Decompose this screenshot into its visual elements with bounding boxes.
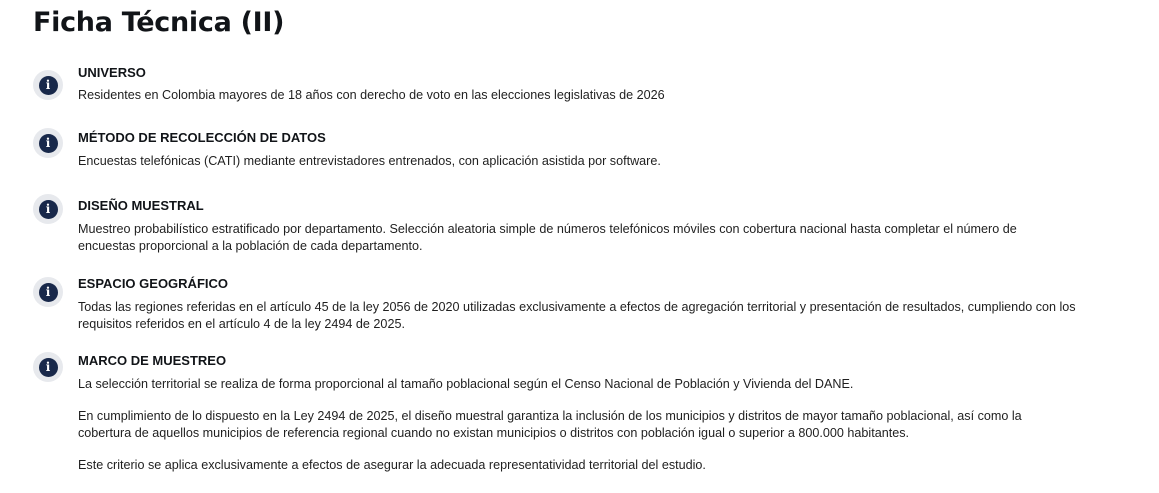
section-text: La selección territorial se realiza de forma proporcional al tamaño poblacional según el Censo Nacional de Población y Vivienda del DANE. [78,377,854,391]
info-icon [33,194,63,224]
info-icon [33,277,63,307]
info-icon-glyph: i [39,200,58,219]
section-title: ESPACIO GEOGRÁFICO [78,276,228,291]
section-text: Todas las regiones referidas en el artículo 45 de la ley 2056 de 2020 utilizadas exclusivamente a efectos de agregación territorial y presentación de resultados, cumpliendo con los requisitos referidos en el artículo 4 de la ley 2494 de 2025. [78,300,1076,331]
section-text: En cumplimiento de lo dispuesto en la Ley 2494 de 2025, el diseño muestral garantiza la inclusión de los municipios y distritos de mayor tamaño poblacional, así como la cobertura de aquellos municipios de referencia regional cuando no existan municipios o distritos con población igual o superior a 800.000 habitantes. [78,409,1022,440]
info-icon [33,70,63,100]
section-text: Este criterio se aplica exclusivamente a efectos de asegurar la adecuada representatividad territorial del estudio. [78,458,706,472]
page-title: Ficha Técnica (II) [33,7,285,38]
section-title: MÉTODO DE RECOLECCIÓN DE DATOS [78,130,326,145]
section-text: Muestreo probabilístico estratificado por departamento. Selección aleatoria simple de números telefónicos móviles con cobertura nacional hasta completar el número de encuestas proporcional a la población de cada departamento. [78,222,1017,253]
section-title: MARCO DE MUESTREO [78,353,227,368]
info-icon-glyph: i [39,358,58,377]
section-title: DISEÑO MUESTRAL [78,198,204,213]
info-icon-glyph: i [39,283,58,302]
section-text: Encuestas telefónicas (CATI) mediante entrevistadores entrenados, con aplicación asistida por software. [78,154,661,168]
info-icon [33,352,63,382]
info-icon-glyph: i [39,76,58,95]
info-icon [33,128,63,158]
section-text: Residentes en Colombia mayores de 18 años con derecho de voto en las elecciones legislativas de 2026 [78,88,665,102]
section-title: UNIVERSO [78,65,146,80]
info-icon-glyph: i [39,134,58,153]
